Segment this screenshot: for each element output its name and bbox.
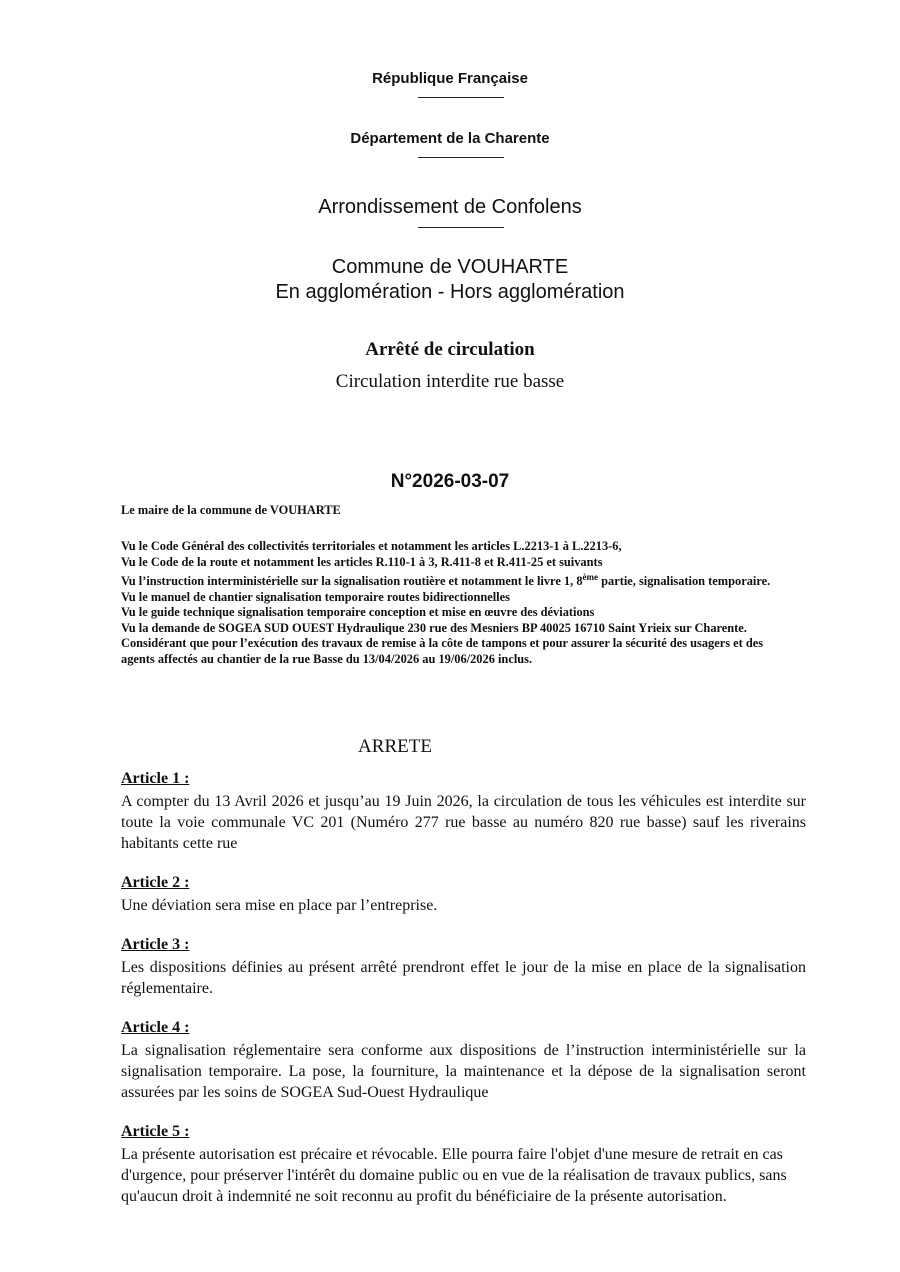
visa-line: Vu la demande de SOGEA SUD OUEST Hydraulique 230 rue des Mesniers BP 40025 16710 Saint Yrieix sur Charente. [121, 620, 747, 635]
header-zone: En agglomération - Hors agglomération [275, 281, 625, 303]
visa-line: Vu le guide technique signalisation temporaire conception et mise en œuvre des déviations [121, 605, 595, 620]
header-department: Département de la Charente [350, 130, 550, 147]
article-body: La signalisation réglementaire sera conforme aux dispositions de l’instruction interministérielle sur la signalisation temporaire. La pose, la fourniture, la maintenance et la dépose de la signalisation seront assurées par les soins de SOGEA Sud-Ouest Hydraulique [121, 1042, 806, 1101]
visa-line: Vu le Code Général des collectivités territoriales et notamment les articles L.2213-1 à L.2213-6, [121, 539, 622, 553]
header-commune: Commune de VOUHARTE [331, 256, 569, 278]
mayor-line: Le maire de la commune de VOUHARTE [121, 503, 341, 517]
article-title: Article 4 : [121, 1019, 190, 1036]
header-divider [418, 97, 504, 98]
doc-type-title: Arrêté de circulation [365, 339, 535, 360]
header-divider [418, 227, 504, 228]
article-body: Une déviation sera mise en place par l’entreprise. [121, 897, 438, 914]
visa-line: Vu l’instruction interministérielle sur la signalisation routière et notamment le livre 1, 8ème partie, signalisation temporaire. [121, 572, 771, 589]
doc-subject: Circulation interdite rue basse [335, 371, 565, 392]
article-body: A compter du 13 Avril 2026 et jusqu’au 19 Juin 2026, la circulation de tous les véhicules est interdite sur toute la voie communale VC 201 (Numéro 277 rue basse au numéro 820 rue basse) sauf les riverains habitants cette rue [121, 793, 806, 852]
header-divider [418, 157, 504, 158]
visa-line: Vu le Code de la route et notamment les articles R.110-1 à 3, R.411-8 et R.411-25 et suivants [121, 554, 603, 569]
article-title: Article 1 : [121, 770, 190, 787]
header-arrondissement: Arrondissement de Confolens [318, 196, 582, 218]
decree-number: N°2026-03-07 [390, 471, 510, 492]
article-body: Les dispositions définies au présent arrêté prendront effet le jour de la mise en place de la signalisation réglementaire. [121, 959, 806, 997]
article-title: Article 5 : [121, 1123, 190, 1140]
considerant-line: Considérant que pour l’exécution des travaux de remise à la côte de tampons et pour assurer la sécurité des usagers et des agents affectés au chantier de la rue Basse du 13/04/2026 au 19/06/2026 inclus. [121, 636, 764, 666]
visa-line: Vu le manuel de chantier signalisation temporaire routes bidirectionnelles [121, 589, 510, 604]
arrete-heading: ARRETE [358, 736, 432, 757]
preamble-mayor [121, 503, 781, 519]
article-title: Article 2 : [121, 874, 190, 891]
article-body: La présente autorisation est précaire et révocable. Elle pourra faire l'objet d'une mesure de retrait en cas d'urgence, pour préserver l'intérêt du domaine public ou en vue de la réalisation de travaux publics, sans qu'aucun droit à indemnité ne soit reconnu au profit du bénéficiaire de la présente autorisation. [121, 1146, 787, 1205]
header-republic: République Française [372, 70, 528, 87]
article-title: Article 3 : [121, 936, 190, 953]
preamble-visas [121, 539, 781, 667]
